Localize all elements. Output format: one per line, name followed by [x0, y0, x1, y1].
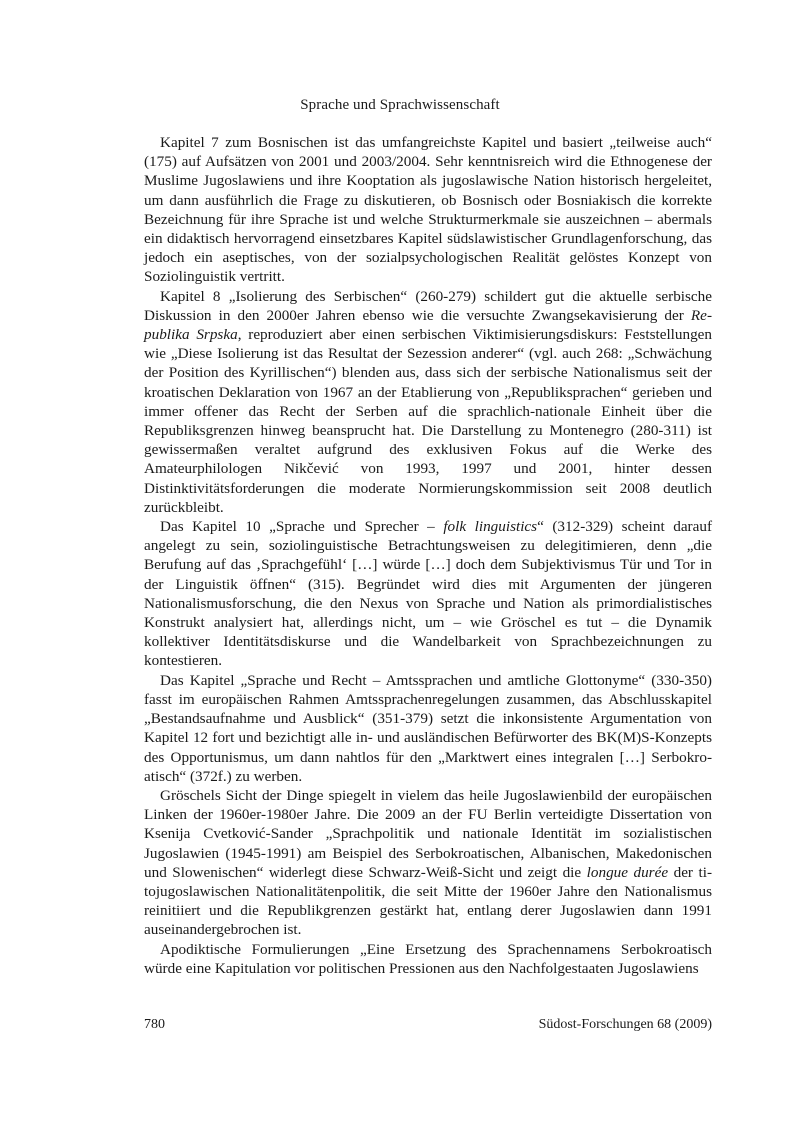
running-head: Sprache und Sprachwissenschaft [300, 97, 500, 113]
paragraph-text: “ (312-329) scheint darauf angelegt zu sein, soziolinguistische Betrachtungsweisen zu delegitimieren, denn „die Berufung auf das ‚Sprachgefühl‘ […] würde […] doch dem Subjektivismus Tür und Tor in der Linguistik öffnen“ (315). Begründet wird dies mit Argumenten der jüngeren Nationalismusforschung, die den Nexus von Sprache und Nation als primordialistisches Konstrukt analysiert hat, allerdings nicht, um – wie Gröschel es tut – die Dynamik kollektiver Identitätsdiskurse und die Wandelbarkeit von Sprachbezeichnungen zu kontestieren. [144, 518, 713, 670]
paragraph-text: Apodiktische Formulierungen „Eine Ersetzung des Sprachennamens Serbokroatisch würde eine Kapitulation vor politischen Pressionen aus den Nachfolgestaaten Jugoslawiens [144, 940, 712, 977]
paragraph-text: Kapitel 8 „Isolierung des Serbischen“ (260-279) schildert gut die aktuelle serbische Diskussion in den 2000er Jahren ebenso wie die versuchte Zwangsekavisierung der [144, 287, 712, 324]
paragraph-1 [144, 133, 712, 287]
paragraph-5 [144, 786, 712, 940]
paragraph-text: der titojugoslawischen Nationalitätenpolitik, die seit Mitte der 1960er Jahre den Nationalismus reinitiiert und die Republikgrenzen gestärkt hat, entlang derer Jugoslawien dann 1991 auseinandergebrochen ist. [144, 863, 713, 939]
paragraph-3 [144, 517, 712, 671]
page-footer [144, 1017, 712, 1033]
paragraph-4 [144, 671, 712, 786]
paragraph-text: Gröschels Sicht der Dinge spiegelt in vielem das heile Jugoslawienbild der europäischen Linken der 1960er-1980er Jahre. Die 2009 an der FU Berlin verteidigte Dissertation von Ksenija Cvetković-Sander „Sprachpolitik und nationale Identität im sozialistischen Jugoslawien (1945-1991) am Beispiel des Serbokroatischen, Albanischen, Makedonischen und Slowenischen“ widerlegt diese Schwarz-Weiß-Sicht und zeigt die [144, 786, 712, 881]
paragraph-text: Das Kapitel „Sprache und Recht – Amtssprachen und amtliche Glottonyme“ (330-350) fasst im europäischen Rahmen Amtssprachenregelungen zusammen, das Abschlusskapitel „Bestandsaufnahme und Ausblick“ (351-379) setzt die inkonsistente Argumentation von Kapitel 12 fort und bezichtigt alle in- und ausländischen Befürworter des BK(M)S-Konzepts des Opportunismus, um dann nahtlos für den „Marktwert eines integralen […] Serbokroatisch“ (372f.) zu werben. [144, 671, 712, 785]
body-text [144, 133, 712, 978]
italic-term: folk linguistics [443, 518, 538, 536]
italic-term: Republika Srpska [144, 306, 712, 344]
paragraph-text: Kapitel 7 zum Bosnischen ist das umfangreichste Kapitel und basiert „teilweise auch“ (175) auf Aufsätzen von 2001 und 2003/2004. Sehr kenntnisreich wird die Ethnogenese der Muslime Jugoslawiens und ihre Kooptation als jugoslawische Nation historisch hergeleitet, um dann ausführlich die Frage zu diskutieren, ob Bosnisch oder Bosniakisch die korrekte Bezeichnung für ihre Sprache ist und welche Strukturmerkmale sie auszeichnen – abermals ein didaktisch hervorragend einsetzbares Kapitel südslawistischer Grundlagenforschung, das jedoch ein aseptisches, von der sozialpsychologischen Realität gelöstes Konzept von Soziolinguistik vertritt. [144, 134, 712, 286]
paragraph-6 [144, 940, 712, 978]
paragraph-text: Das Kapitel 10 „Sprache und Sprecher – [160, 518, 444, 536]
paragraph-text: , reproduziert aber einen serbischen Viktimisierungsdiskurs: Feststellungen wie „Diese Isolierung ist das Resultat der Sezession anderer“ (vgl. auch 268: „Schwächung der Position des Kyrillischen“) blenden aus, dass sich der serbische Nationalismus seit der kroatischen Deklaration von 1967 an der Etablierung von „Republiksprachen“ gerieben und immer offener das Recht der Serben auf die sprachlich-nationale Einheit über die Republiksgrenzen hinweg beansprucht hat. Die Darstellung zu Montenegro (280-311) ist gewissermaßen veraltet aufgrund des exklusiven Fokus auf die Werke des Amateurphilologen Nikčević von 1993, 1997 und 2001, hinter dessen Distinktivitätsforderungen die moderate Normierungskommission seit 2008 deutlich zurückbleibt. [144, 326, 712, 516]
page-number: 780 [144, 1017, 165, 1032]
paragraph-2 [144, 287, 712, 517]
italic-term: longue durée [586, 863, 669, 881]
journal-citation: Südost-Forschungen 68 (2009) [538, 1017, 712, 1032]
